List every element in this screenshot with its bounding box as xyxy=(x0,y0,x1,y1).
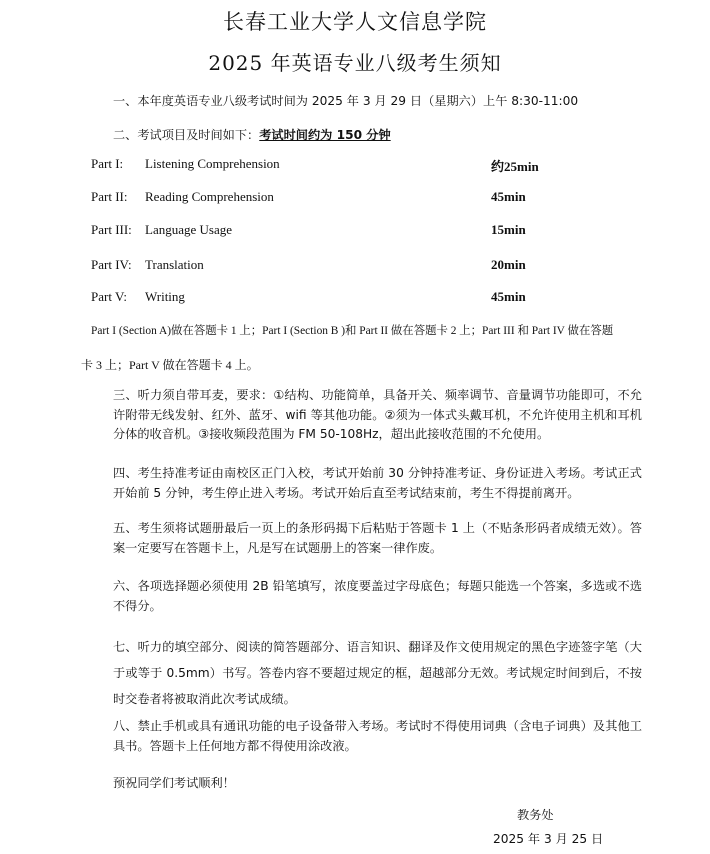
issue-date: 2025 年 3 月 25 日 xyxy=(493,832,604,846)
item-4-entry-rules xyxy=(82,464,642,503)
part-time: 45min xyxy=(491,189,526,204)
item-2-prefix: 二、考试项目及时间如下： xyxy=(113,128,260,142)
item-5-text: 五、考生须将试题册最后一页上的条形码揭下后粘贴于答题卡 1 上（不贴条形码者成绩无效）。答案一定要写在答题卡上，凡是写在试题册上的答案一律作废。 xyxy=(113,521,642,555)
good-luck-message: 预祝同学们考试顺利！ xyxy=(113,776,235,790)
item-2-emphasis: 考试时间约为 150 分钟 xyxy=(259,128,391,142)
answer-card-note xyxy=(91,322,651,341)
part-id: Part I: xyxy=(91,156,124,171)
part-name: Writing xyxy=(145,289,185,304)
item-3-headphones xyxy=(82,386,642,445)
part-id: Part II: xyxy=(91,189,128,204)
item-8-devices xyxy=(82,717,642,756)
item-3-text: 三、听力须自带耳麦，要求：①结构、功能简单，具备开关、频率调节、音量调节功能即可，不允许附带无线发射、红外、蓝牙、wifi 等其他功能。②须为一体式头戴耳机，不允许使用主机和耳机分体的收音机。③接收频段范围为 FM 50-108Hz，超出此接收范围的不允使用。 xyxy=(113,388,642,441)
part-name: Listening Comprehension xyxy=(145,156,280,171)
part-time: 45min xyxy=(491,289,526,304)
answer-card-note-line-1: Part I (Section A)做在答题卡 1 上；Part I (Section B )和 Part II 做在答题卡 2 上；Part III 和 Part IV 做在答题 xyxy=(91,325,614,337)
answer-card-note xyxy=(81,356,641,375)
item-8-text: 八、禁止手机或具有通讯功能的电子设备带入考场。考试时不得使用词典（含电子词典）及其他工具书。答题卡上任何地方都不得使用涂改液。 xyxy=(113,719,642,753)
document-title: 长春工业大学人文信息学院 xyxy=(223,10,487,34)
item-7-pen xyxy=(82,634,642,712)
item-6-pencil xyxy=(82,577,642,616)
item-2-exam-sections xyxy=(113,126,391,143)
item-7-text: 七、听力的填空部分、阅读的简答题部分、语言知识、翻译及作文使用规定的黑色字迹签字笔（大于或等于 0.5mm）书写。答卷内容不要超过规定的框，超越部分无效。考试规定时间到后，不按时交卷者将被取消此次考试成绩。 xyxy=(113,640,642,706)
part-id: Part III: xyxy=(91,222,132,237)
item-6-text: 六、各项选择题必须使用 2B 铅笔填写，浓度要盖过字母底色；每题只能选一个答案，多选或不选不得分。 xyxy=(113,579,642,613)
part-time: 20min xyxy=(491,257,526,272)
part-name: Translation xyxy=(145,257,204,272)
item-5-barcode xyxy=(82,519,642,558)
part-id: Part IV: xyxy=(91,257,132,272)
part-time: 约25min xyxy=(491,159,539,174)
part-time: 15min xyxy=(491,222,526,237)
document-subtitle: 2025 年英语专业八级考生须知 xyxy=(208,51,502,75)
part-name: Reading Comprehension xyxy=(145,189,274,204)
part-id: Part V: xyxy=(91,289,127,304)
item-4-text: 四、考生持准考证由南校区正门入校，考试开始前 30 分钟持准考证、身份证进入考场。考试正式开始前 5 分钟，考生停止进入考场。考试开始后直至考试结束前，考生不得提前离开。 xyxy=(113,466,642,500)
part-name: Language Usage xyxy=(145,222,232,237)
issuing-office: 教务处 xyxy=(517,808,554,822)
item-1-exam-time: 一、本年度英语专业八级考试时间为 2025 年 3 月 29 日（星期六）上午 8:30-11:00 xyxy=(113,94,579,108)
answer-card-note-line-2: 卡 3 上；Part V 做在答题卡 4 上。 xyxy=(81,358,259,372)
